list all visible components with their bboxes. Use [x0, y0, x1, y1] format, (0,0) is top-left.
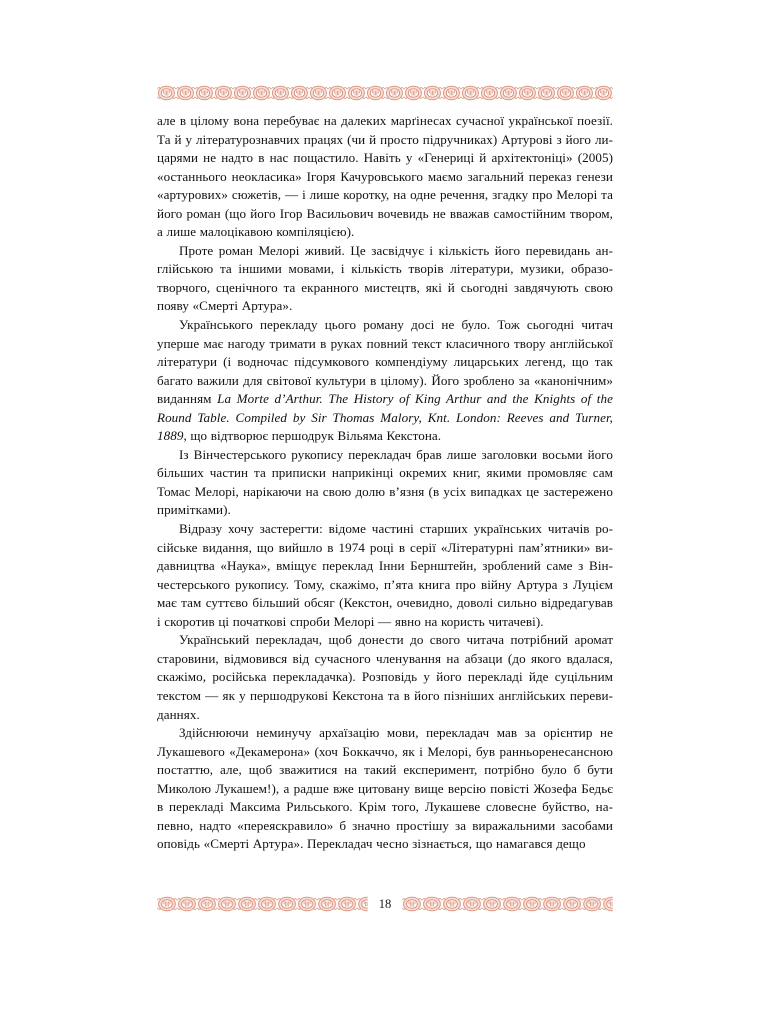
page-number: 18 — [378, 897, 392, 911]
footer-decorative-rule-right — [402, 895, 613, 913]
decorative-rule-icon — [157, 84, 613, 102]
paragraph — [157, 446, 613, 520]
text-run: Українського перекладу цього роману досі не було. Тож сьогодні читач уперше має нагоду тримати в руках повний текст класичного твору англійської літератури (і водночас підсумкового компендіуму лицарських легенд, що так багато важили для світової культури в цілому). Його зроблено за «канонічним» виданням — [157, 317, 613, 407]
paragraph — [157, 112, 613, 242]
paragraph — [157, 316, 613, 446]
text-run: Відразу хочу застерегти: відоме частині старших українських читачів російське видання, що вийшло в 1974 році в серії «Літературні пам’ятники» видавництва «Наука», вміщує переклад Інни Бернштейн, зроблений саме з Вінчестерського рукопису. Тому, скажімо, п’ята книга про війну Артура з Луцієм має там суттєво більший обсяг (Кекстон, очевидно, доволі сильно відредагував і скоротив ці початкові спроби Мелорі — явно на користь читачеві). — [157, 521, 613, 629]
text-run: , що відтворює першодрук Вільяма Кекстона. — [183, 428, 442, 444]
page-footer — [157, 894, 613, 914]
italic-title-run: La Morte d’Arthur. The History of King Arthur and the Knights of the Round Table. Compiled by Sir Thomas Malory, Knt. London: Reeves and Turner, 1889 — [157, 391, 613, 444]
paragraph — [157, 724, 613, 854]
top-decorative-rule — [157, 84, 613, 102]
paragraph — [157, 242, 613, 316]
paragraph — [157, 520, 613, 631]
text-run: Здійснюючи неминучу архаїзацію мови, перекладач мав за орієнтир не Лукашевого «Декамерона» (хоч Боккаччо, як і Мелорі, був ранньоренесансною постаттю, але, щоб зважитися на такий експеримент, потрібно було б бути Миколою Лукашем!), а радше вже цитовану вище версію повісті Жозефа Бедьє в перекладі Максима Рильського. Крім того, Лукашеве словесне буйство, напевно, надто «переяскравило» б значно простішу за виражальними засобами оповідь «Смерті Артура». Перекладач чесно зізнається, що намагався дещо — [157, 725, 613, 852]
text-run: Із Вінчестерського рукопису перекладач брав лише заголовки восьми його більших частин та приписки наприкінці окремих книг, якими промовляє сам Томас Мелорі, нарікаючи на свою долю в’язня (в усіх випадках це застережено примітками). — [157, 446, 613, 518]
text-run: але в цілому вона перебуває на далеких марґінесах сучасної української поезії. Та й у літературознавчих працях (чи й просто підручниках) Артурові з його лицарями не надто в нас пощастило. Навіть у «Генериці й архітектоніці» (2005) «останнього неокласика» Ігоря Качуровського маємо загальний переказ генези «артурових» сюжетів, — і лише коротку, на одне речення, згадку про Мелорі та його роман (що його Ігор Васильович вочевидь не вважав самостійним твором, а лише малоцікавою компіляцією). — [157, 113, 613, 240]
footer-decorative-rule-left — [157, 895, 368, 913]
decorative-rule-icon — [157, 895, 368, 913]
paragraph — [157, 631, 613, 724]
text-run: Проте роман Мелорі живий. Це засвідчує і кількість його перевидань англійською та іншими мовами, і кількість творів літератури, музики, образотворчого, сценічного та екранного мистецтв, які й сьогодні завдячують свою появу «Смерті Артура». — [157, 242, 613, 314]
page-text-column — [157, 112, 613, 854]
decorative-rule-icon — [402, 895, 613, 913]
text-run: Український перекладач, щоб донести до свого читача потрібний аромат старовини, відмовився від сучасного членування на абзаци (до якого вдалася, скажімо, російська перекладачка). Розповідь у його перекладі йде суцільним текстом — як у першодрукові Кекстона та в його пізніших англійських перевиданнях. — [157, 632, 613, 722]
